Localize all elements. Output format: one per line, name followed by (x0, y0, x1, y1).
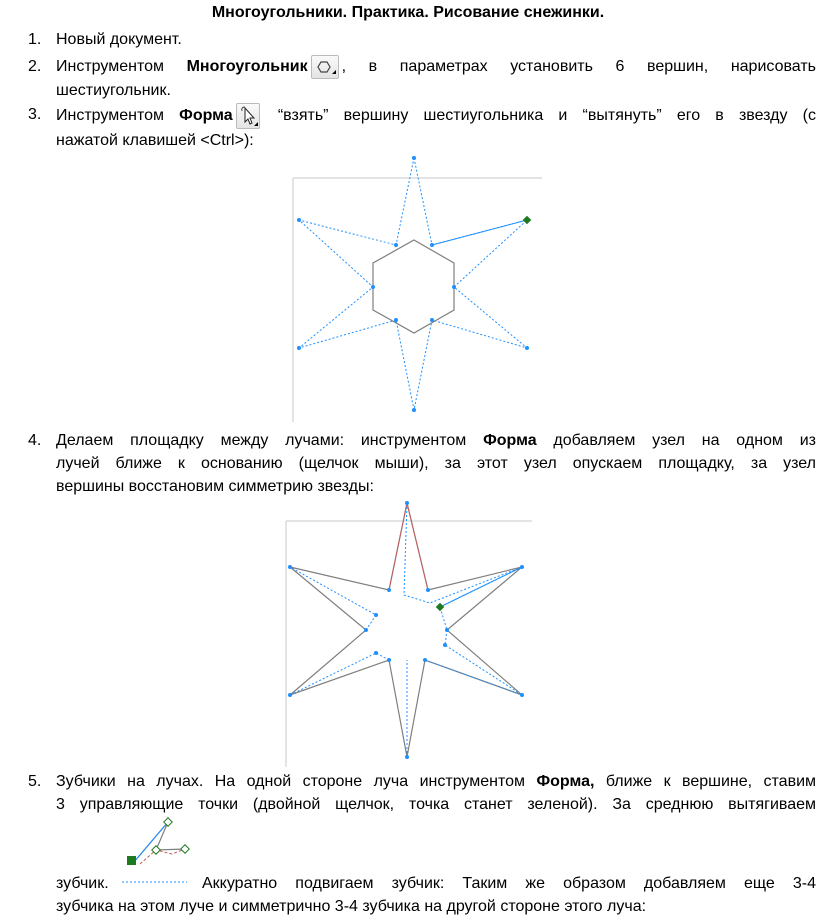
selected-node (436, 603, 444, 611)
step-text: вершины восстановим симметрию звезды: (56, 478, 374, 495)
canvas-frame (286, 521, 532, 767)
step-line (56, 429, 816, 452)
step-1 (28, 28, 816, 51)
polygon-tool-icon (311, 55, 339, 79)
guide-lines (299, 158, 527, 410)
step-text: , в параметрах установить 6 вершин, нарисовать (341, 58, 816, 76)
step-text: Инструментом (56, 58, 187, 76)
figure-star-platform (280, 495, 540, 770)
step-text: Аккуратно подвигаем зубчик: Таким же образом добавляем еще 3-4 (202, 875, 816, 892)
step-line (56, 55, 816, 79)
tool-name-shape: Форма, (536, 773, 595, 790)
step-text: Инструментом (56, 107, 180, 125)
canvas-frame (293, 178, 542, 422)
tool-name-polygon: Многоугольник (186, 58, 308, 76)
step-text: лучей ближе к основанию (щелчок мыши), за этот узел опускаем площадку, за узел (56, 455, 816, 472)
ray-accent (389, 503, 428, 590)
step-number: 1. (28, 31, 42, 48)
step-text: Новый документ. (56, 31, 182, 48)
selected-edge (432, 220, 527, 245)
step-5 (28, 770, 816, 816)
step-text: добавляем узел на одном из (536, 432, 816, 449)
step-5-continued (28, 872, 816, 918)
step-number: 2. (28, 58, 42, 75)
step-number: 5. (28, 773, 42, 790)
step-line (56, 770, 816, 793)
step-number: 4. (28, 432, 42, 449)
step-text: Делаем площадку между лучами: инструментом (56, 432, 484, 449)
step-number: 3. (28, 106, 42, 123)
step-text: Зубчики на лучах. На одной стороне луча инструментом (56, 773, 537, 790)
shape-tool-icon (236, 103, 260, 129)
step-text: 3 управляющие точки (двойной щелчок, точка станет зеленой). За среднюю вытягиваем (56, 796, 816, 813)
page-title: Многоугольники. Практика. Рисование снежинки. (211, 4, 605, 21)
hexagon-outline (373, 240, 454, 333)
tool-name-shape: Форма (483, 432, 537, 449)
step-text: шестиугольник. (56, 82, 171, 99)
step-4 (28, 429, 816, 498)
step-3 (28, 103, 816, 152)
step-text: зубчика на этом луче и симметрично 3-4 зубчика на другой стороне этого луча: (56, 898, 647, 915)
step-text: зубчик. (56, 875, 109, 892)
figure-hexagon-star (287, 150, 547, 425)
star-outline (290, 503, 522, 757)
guide-lines (290, 503, 522, 757)
step-text: нажатой клавишей <Ctrl>): (56, 132, 254, 149)
step-text: ближе к вершине, ставим (594, 773, 816, 790)
step-text: “взять” вершину шестиугольника и “вытянуть” его в звезду (с (262, 107, 816, 125)
step-2 (28, 55, 816, 102)
step-line (56, 103, 816, 129)
selected-node (523, 216, 531, 224)
tool-name-shape: Форма (179, 107, 233, 125)
node-points (297, 156, 529, 412)
